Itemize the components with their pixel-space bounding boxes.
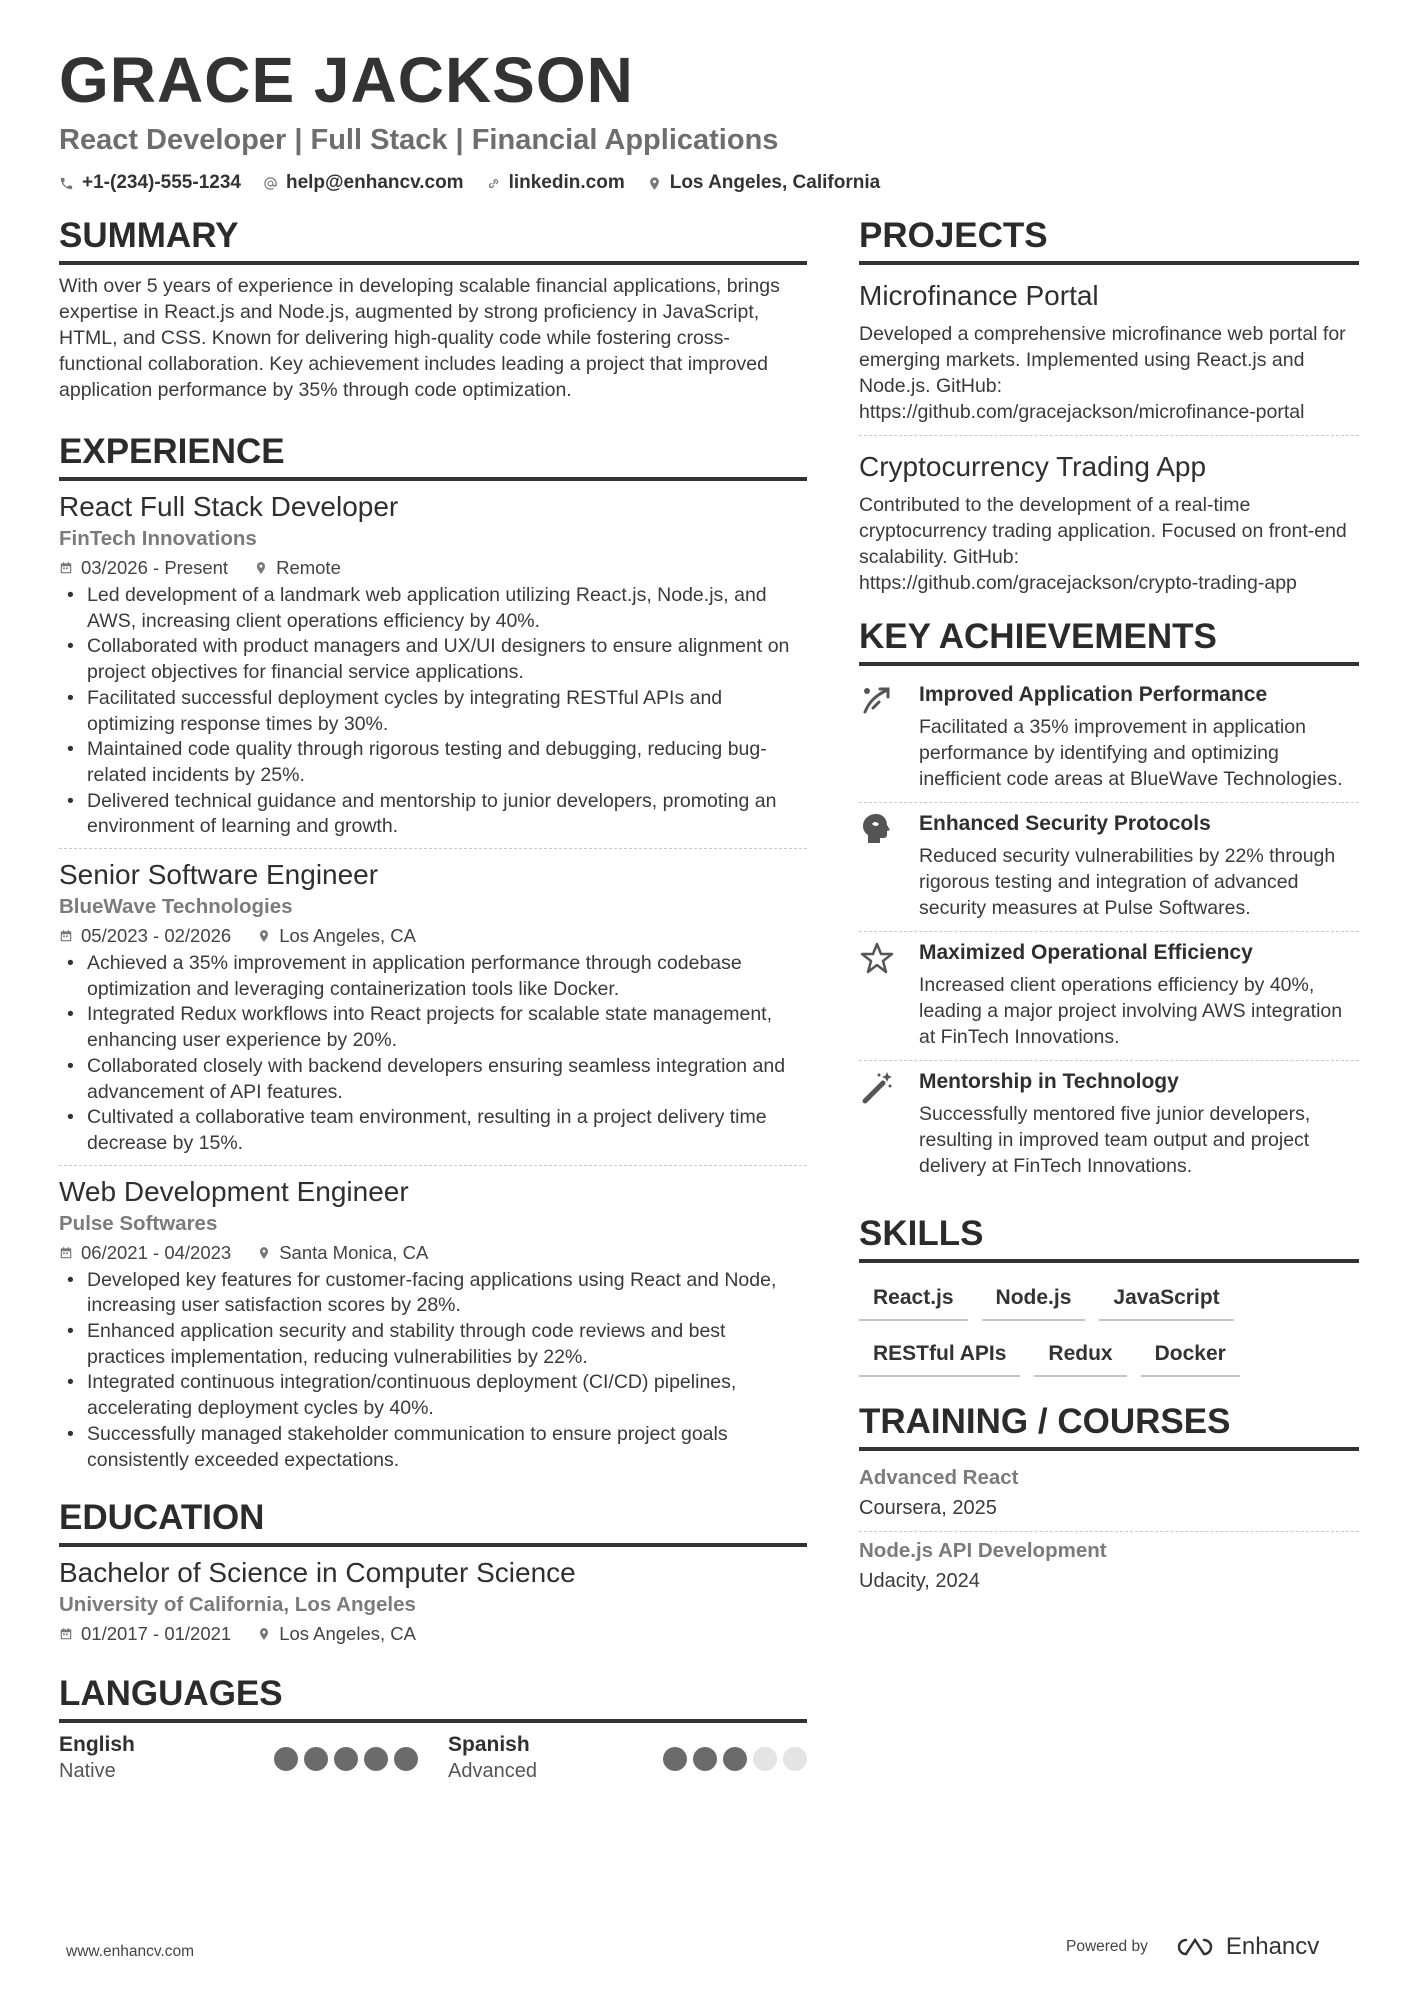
language-rating bbox=[663, 1747, 807, 1771]
languages-section bbox=[59, 1671, 807, 1785]
bullet-item: • Delivered technical guidance and mentorship to junior developers, promoting an environment of learning and growth. bbox=[59, 789, 807, 840]
rating-dot-empty bbox=[783, 1747, 807, 1771]
contact-linkedin[interactable] bbox=[486, 172, 625, 194]
course-provider: Udacity, 2024 bbox=[859, 1570, 980, 1592]
job-location: Remote bbox=[276, 557, 341, 578]
projects-section bbox=[859, 213, 1359, 606]
email-text: help@enhancv.com bbox=[285, 172, 464, 193]
enhancv-logo[interactable] bbox=[1172, 1933, 1319, 1961]
contact-email[interactable] bbox=[263, 172, 464, 194]
right-column bbox=[859, 213, 1359, 1604]
job-dates: 06/2021 - 04/2023 bbox=[81, 1241, 232, 1263]
languages-heading: LANGUAGES bbox=[59, 1671, 807, 1723]
bullet-item: • Developed key features for customer-facing applications using React and Node, increasing user satisfaction scores by 28%. bbox=[59, 1268, 807, 1319]
achievement-text: Reduced security vulnerabilities by 22% through rigorous testing and integration of advanced security measures at Pulse Softwares. bbox=[919, 845, 1336, 919]
bullet-item: • Achieved a 35% improvement in application performance through codebase optimization and leveraging containerization tools like Docker. bbox=[59, 951, 807, 1002]
magic-wand-icon bbox=[859, 1069, 895, 1105]
achievement-title: Mentorship in Technology bbox=[919, 1070, 1179, 1093]
contact-phone[interactable] bbox=[59, 172, 241, 194]
degree-title: Bachelor of Science in Computer Science bbox=[59, 1557, 576, 1589]
achievement-title: Improved Application Performance bbox=[919, 683, 1268, 706]
job-dates: 03/2026 - Present bbox=[81, 557, 229, 578]
language-name: Spanish bbox=[448, 1733, 530, 1757]
rating-dot-empty bbox=[753, 1747, 777, 1771]
job-company: FinTech Innovations bbox=[59, 527, 257, 550]
project-entry bbox=[859, 273, 1359, 436]
language-rating bbox=[274, 1747, 418, 1771]
summary-text: With over 5 years of experience in developing scalable financial applications, brings expertise in React.js and Node.js, augmented by strong proficiency in JavaScript, HTML, and CSS. Known for delivering high-quality code while fostering cross-functional collaboration. Key achievement includes leading a project that improved application performance by 35% through code optimization. bbox=[59, 275, 780, 401]
course-title: Node.js API Development bbox=[859, 1539, 1107, 1562]
job-meta bbox=[59, 1238, 807, 1268]
experience-section bbox=[59, 429, 807, 1481]
projects-heading: PROJECTS bbox=[859, 213, 1359, 265]
skills-section bbox=[859, 1211, 1359, 1377]
achievement-text: Facilitated a 35% improvement in application performance by identifying and optimizing inefficient code areas at BlueWave Technologies. bbox=[919, 716, 1343, 790]
bullet-item: • Integrated Redux workflows into React projects for scalable state management, enhancing user experience by 20%. bbox=[59, 1002, 807, 1053]
left-column bbox=[59, 213, 807, 1785]
summary-section bbox=[59, 213, 807, 403]
skill-tag: JavaScript bbox=[1099, 1275, 1233, 1321]
job-title: Web Development Engineer bbox=[59, 1175, 409, 1207]
skill-tag: Redux bbox=[1034, 1331, 1126, 1377]
map-pin-icon bbox=[257, 1627, 271, 1641]
map-pin-icon bbox=[254, 561, 268, 575]
school-name: University of California, Los Angeles bbox=[59, 1593, 416, 1617]
language-item bbox=[59, 1731, 418, 1785]
bullet-item: • Collaborated closely with backend developers ensuring seamless integration and advancement of API features. bbox=[59, 1054, 807, 1105]
rating-dot-filled bbox=[394, 1747, 418, 1771]
job-meta bbox=[59, 921, 807, 951]
bullet-item: • Successfully managed stakeholder communication to ensure project goals consistently exceeded expectations. bbox=[59, 1422, 807, 1473]
rating-dot-filled bbox=[663, 1747, 687, 1771]
calendar-icon bbox=[59, 1246, 73, 1260]
candidate-name: GRACE JACKSON bbox=[59, 44, 634, 116]
bullet-item: • Integrated continuous integration/continuous deployment (CI/CD) pipelines, accelerating deployment cycles by 40%. bbox=[59, 1370, 807, 1421]
achievement-item bbox=[859, 803, 1359, 932]
achievement-item bbox=[859, 932, 1359, 1061]
job-company: Pulse Softwares bbox=[59, 1211, 218, 1235]
language-level: Native bbox=[59, 1760, 116, 1783]
contact-row bbox=[59, 172, 1359, 194]
achievement-text: Successfully mentored five junior developers, resulting in improved team output and project delivery at FinTech Innovations. bbox=[919, 1103, 1311, 1177]
phone-icon bbox=[59, 176, 74, 191]
education-section bbox=[59, 1495, 807, 1649]
rating-dot-filled bbox=[334, 1747, 358, 1771]
calendar-icon bbox=[59, 929, 73, 943]
summary-heading: SUMMARY bbox=[59, 213, 807, 265]
rating-dot-filled bbox=[364, 1747, 388, 1771]
job-dates: 05/2023 - 02/2026 bbox=[81, 925, 232, 947]
powered-by-label: Powered by bbox=[1066, 1938, 1148, 1955]
experience-heading: EXPERIENCE bbox=[59, 429, 807, 481]
head-brain-icon bbox=[859, 811, 895, 847]
calendar-icon bbox=[59, 561, 73, 575]
at-icon bbox=[263, 176, 278, 191]
job-entry bbox=[59, 489, 807, 849]
star-icon bbox=[859, 940, 895, 976]
bullet-item: • Cultivated a collaborative team environment, resulting in a project delivery time decrease by 15%. bbox=[59, 1105, 807, 1156]
job-meta bbox=[59, 553, 807, 583]
job-bullets bbox=[59, 1268, 807, 1474]
achievements-section bbox=[859, 614, 1359, 1189]
language-name: English bbox=[59, 1733, 135, 1757]
bullet-item: • Led development of a landmark web application utilizing React.js, Node.js, and AWS, increasing client operations efficiency by 40%. bbox=[59, 583, 807, 634]
candidate-tagline: React Developer | Full Stack | Financial Applications bbox=[59, 124, 779, 156]
footer-branding bbox=[1066, 1933, 1319, 1961]
bullet-item: • Collaborated with product managers and UX/UI designers to ensure alignment on project objectives for financial service applications. bbox=[59, 634, 807, 685]
project-title: Cryptocurrency Trading App bbox=[859, 451, 1207, 482]
achievements-heading: KEY ACHIEVEMENTS bbox=[859, 614, 1359, 666]
languages-list bbox=[59, 1731, 807, 1785]
language-level: Advanced bbox=[448, 1760, 537, 1783]
project-title: Microfinance Portal bbox=[859, 280, 1099, 311]
course-item bbox=[859, 1532, 1359, 1604]
job-bullets bbox=[59, 951, 807, 1157]
rating-dot-filled bbox=[693, 1747, 717, 1771]
skill-tag: RESTful APIs bbox=[859, 1331, 1020, 1377]
training-heading: TRAINING / COURSES bbox=[859, 1399, 1359, 1451]
bullet-item: • Enhanced application security and stability through code reviews and best practices implementation, reducing vulnerabilities by 22%. bbox=[59, 1319, 807, 1370]
map-pin-icon bbox=[647, 176, 662, 191]
education-dates: 01/2017 - 01/2021 bbox=[81, 1623, 232, 1645]
course-item bbox=[859, 1459, 1359, 1532]
achievement-title: Enhanced Security Protocols bbox=[919, 812, 1211, 835]
link-icon bbox=[486, 176, 501, 191]
contact-location bbox=[647, 172, 880, 194]
achievement-title: Maximized Operational Efficiency bbox=[919, 941, 1253, 964]
skill-tag: React.js bbox=[859, 1275, 968, 1321]
project-entry bbox=[859, 444, 1359, 606]
training-section bbox=[859, 1399, 1359, 1604]
map-pin-icon bbox=[257, 929, 271, 943]
job-entry bbox=[59, 1166, 807, 1482]
achievement-item bbox=[859, 674, 1359, 803]
performance-icon bbox=[859, 682, 895, 718]
skills-list bbox=[859, 1271, 1359, 1377]
job-location: Los Angeles, CA bbox=[279, 925, 416, 947]
project-description: Contributed to the development of a real-time cryptocurrency trading application. Focused on front-end scalability. GitHub: https://github.com/gracejackson/crypto-trading-app bbox=[859, 494, 1347, 594]
skills-heading: SKILLS bbox=[859, 1211, 1359, 1263]
education-location: Los Angeles, CA bbox=[279, 1623, 416, 1645]
skill-tag: Node.js bbox=[982, 1275, 1086, 1321]
course-title: Advanced React bbox=[859, 1466, 1019, 1489]
job-title: React Full Stack Developer bbox=[59, 491, 399, 522]
job-title: Senior Software Engineer bbox=[59, 859, 379, 891]
skill-tag: Docker bbox=[1141, 1331, 1240, 1377]
calendar-icon bbox=[59, 1627, 73, 1641]
location-text: Los Angeles, California bbox=[669, 172, 881, 193]
map-pin-icon bbox=[257, 1246, 271, 1260]
bullet-item: • Facilitated successful deployment cycles by integrating RESTful APIs and optimizing response times by 30%. bbox=[59, 686, 807, 737]
resume-header bbox=[59, 42, 1359, 194]
phone-text: +1-(234)-555-1234 bbox=[82, 172, 241, 193]
education-heading: EDUCATION bbox=[59, 1495, 807, 1547]
language-item bbox=[448, 1731, 807, 1785]
job-location: Santa Monica, CA bbox=[279, 1241, 429, 1263]
brand-name: Enhancv bbox=[1225, 1933, 1320, 1960]
rating-dot-filled bbox=[723, 1747, 747, 1771]
achievement-text: Increased client operations efficiency by 40%, leading a major project involving AWS integration at FinTech Innovations. bbox=[919, 974, 1343, 1048]
course-provider: Coursera, 2025 bbox=[859, 1497, 997, 1519]
rating-dot-filled bbox=[304, 1747, 328, 1771]
footer-website[interactable]: www.enhancv.com bbox=[66, 1943, 195, 1960]
enhancv-logo-icon bbox=[1172, 1935, 1218, 1959]
job-company: BlueWave Technologies bbox=[59, 895, 293, 919]
job-bullets bbox=[59, 583, 807, 840]
rating-dot-filled bbox=[274, 1747, 298, 1771]
education-meta bbox=[59, 1619, 807, 1649]
project-description: Developed a comprehensive microfinance web portal for emerging markets. Implemented using React.js and Node.js. GitHub: https://github.com/gracejackson/microfinance-portal bbox=[859, 323, 1346, 423]
bullet-item: • Maintained code quality through rigorous testing and debugging, reducing bug-related incidents by 25%. bbox=[59, 737, 807, 788]
job-entry bbox=[59, 849, 807, 1166]
linkedin-text: linkedin.com bbox=[508, 172, 625, 193]
achievement-item bbox=[859, 1061, 1359, 1189]
